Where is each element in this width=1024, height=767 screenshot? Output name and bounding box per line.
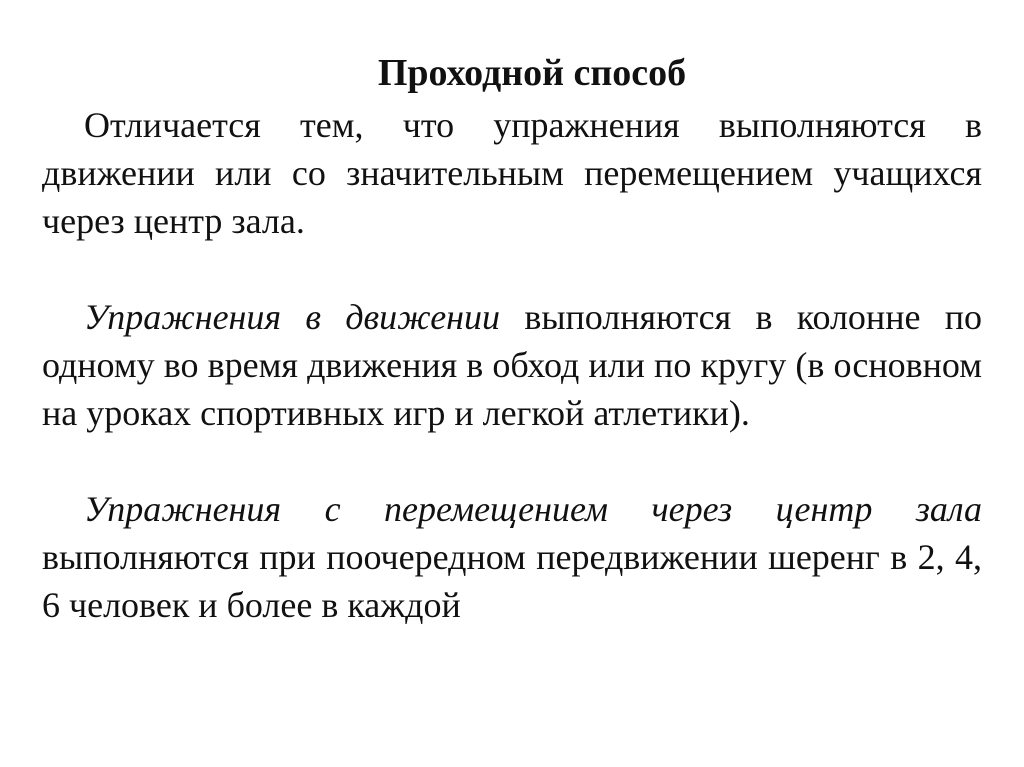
paragraph-crossing [42,485,982,629]
paragraph-movement [42,293,982,437]
paragraph-definition-text: Отличается тем, что упражнения выполняются в движении или со значительным перемещением учащихся через центр зала. [42,105,982,241]
paragraph-crossing-term: Упражнения с перемещением через центр зала [84,489,982,529]
paragraph-definition [42,101,982,245]
paragraph-movement-term: Упражнения в движении [84,297,501,337]
paragraph-crossing-text: выполняются при поочередном передвижении шеренг в 2, 4, 6 человек и более в каждой [42,537,982,625]
slide-body [42,101,982,629]
paragraph-spacer [42,437,982,485]
paragraph-movement-text: выполняются в колонне по одному во время движения в обход или по кругу (в основном на уроках спортивных игр и легкой атлетики). [42,297,982,433]
paragraph-spacer [42,245,982,293]
slide-title: Проходной способ [377,52,687,94]
